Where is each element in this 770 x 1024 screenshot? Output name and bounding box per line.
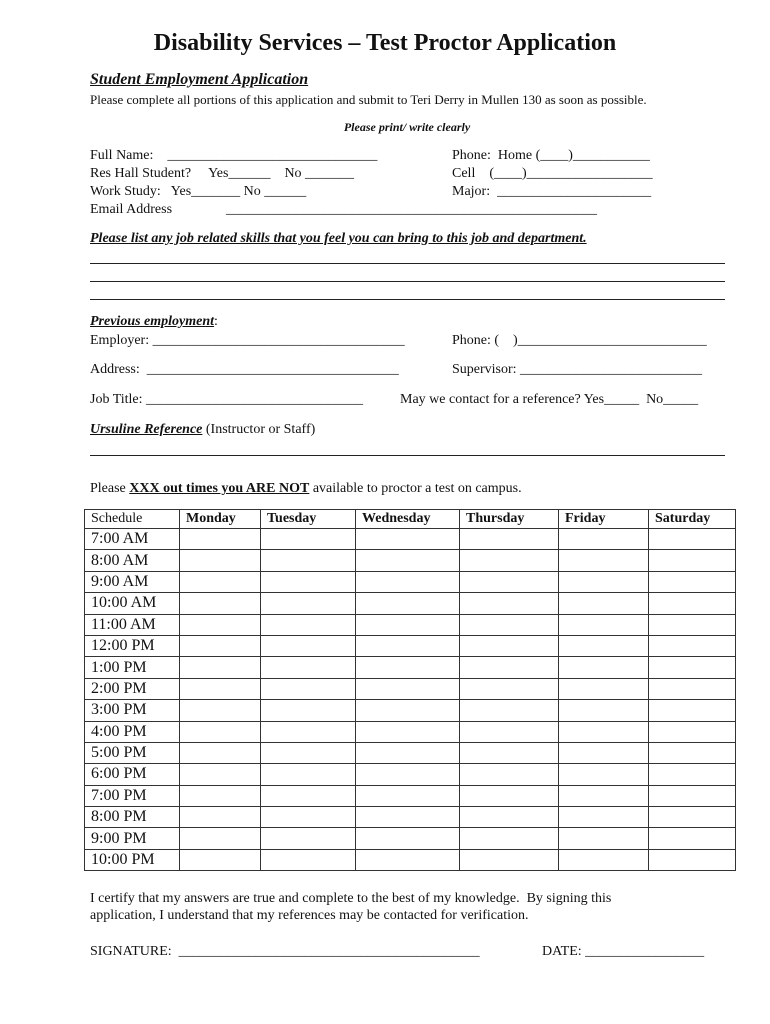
employer-phone-field[interactable]: Phone: ( )___________________________ — [452, 333, 707, 348]
availability-cell[interactable] — [649, 614, 736, 635]
availability-cell[interactable] — [649, 657, 736, 678]
job-title-field[interactable]: Job Title: _______________________________ — [90, 392, 364, 407]
availability-cell[interactable] — [559, 742, 649, 763]
email-label: Email Address — [90, 202, 173, 217]
availability-cell[interactable] — [559, 614, 649, 635]
availability-cell[interactable] — [356, 593, 460, 614]
email-field[interactable]: _____________________________________________________ — [226, 202, 597, 217]
full-name-field[interactable]: Full Name: ______________________________ — [90, 148, 378, 163]
availability-cell[interactable] — [261, 657, 356, 678]
print-note: Please print/ write clearly — [343, 120, 471, 134]
address-field[interactable]: Address: ____________________________________ — [90, 362, 399, 377]
schedule-row — [85, 678, 736, 699]
schedule-row — [85, 828, 736, 849]
availability-cell[interactable] — [180, 828, 261, 849]
availability-cell[interactable] — [180, 571, 261, 592]
time-slot-label: 10:00 PM — [85, 849, 180, 870]
availability-cell[interactable] — [261, 593, 356, 614]
availability-cell[interactable] — [460, 657, 559, 678]
availability-cell[interactable] — [180, 807, 261, 828]
availability-cell[interactable] — [559, 849, 649, 870]
availability-cell[interactable] — [559, 657, 649, 678]
subtitle: Student Employment Application — [90, 71, 309, 88]
home-phone-field[interactable]: Phone: Home (____)___________ — [452, 148, 650, 163]
time-slot-label: 7:00 PM — [85, 785, 180, 806]
availability-cell[interactable] — [649, 721, 736, 742]
date-field[interactable]: DATE: _________________ — [542, 944, 705, 959]
availability-cell[interactable] — [356, 550, 460, 571]
schedule-row — [85, 742, 736, 763]
availability-cell[interactable] — [460, 807, 559, 828]
availability-cell[interactable] — [180, 593, 261, 614]
availability-cell[interactable] — [559, 678, 649, 699]
employer-field[interactable]: Employer: ____________________________________ — [90, 333, 405, 348]
availability-cell[interactable] — [559, 529, 649, 550]
availability-cell[interactable] — [559, 571, 649, 592]
availability-cell[interactable] — [356, 657, 460, 678]
time-slot-label: 6:00 PM — [85, 764, 180, 785]
availability-cell[interactable] — [261, 764, 356, 785]
availability-cell[interactable] — [649, 742, 736, 763]
availability-cell[interactable] — [649, 678, 736, 699]
schedule-row — [85, 785, 736, 806]
contact-reference-field[interactable]: May we contact for a reference? Yes_____ No_____ — [400, 392, 699, 407]
day-header-wednesday: Wednesday — [356, 510, 460, 529]
skills-prompt: Please list any job related skills that you feel you can bring to this job and department. — [90, 231, 587, 246]
schedule-header: Schedule — [85, 510, 180, 529]
availability-cell[interactable] — [180, 550, 261, 571]
availability-cell[interactable] — [356, 678, 460, 699]
availability-cell[interactable] — [261, 550, 356, 571]
availability-cell[interactable] — [261, 614, 356, 635]
skills-line[interactable] — [90, 299, 725, 300]
availability-cell[interactable] — [649, 828, 736, 849]
schedule-row — [85, 614, 736, 635]
schedule-header-row — [85, 510, 736, 529]
schedule-row — [85, 700, 736, 721]
time-slot-label: 4:00 PM — [85, 721, 180, 742]
supervisor-field[interactable]: Supervisor: __________________________ — [452, 362, 703, 377]
availability-cell[interactable] — [261, 828, 356, 849]
availability-cell[interactable] — [559, 721, 649, 742]
major-field[interactable]: Major: ______________________ — [452, 184, 652, 199]
availability-cell[interactable] — [356, 828, 460, 849]
availability-cell[interactable] — [649, 785, 736, 806]
availability-cell[interactable] — [356, 571, 460, 592]
availability-cell[interactable] — [356, 807, 460, 828]
availability-cell[interactable] — [649, 849, 736, 870]
availability-cell[interactable] — [649, 635, 736, 656]
availability-cell[interactable] — [180, 678, 261, 699]
schedule-row — [85, 635, 736, 656]
time-slot-label: 8:00 AM — [85, 550, 180, 571]
availability-cell[interactable] — [649, 807, 736, 828]
availability-cell[interactable] — [559, 785, 649, 806]
availability-cell[interactable] — [460, 614, 559, 635]
availability-cell[interactable] — [356, 742, 460, 763]
availability-cell[interactable] — [180, 764, 261, 785]
time-slot-label: 10:00 AM — [85, 593, 180, 614]
schedule-row — [85, 657, 736, 678]
availability-cell[interactable] — [261, 742, 356, 763]
cell-phone-field[interactable]: Cell (____)__________________ — [452, 166, 653, 181]
availability-cell[interactable] — [356, 529, 460, 550]
availability-instruction: Please XXX out times you ARE NOT available to proctor a test on campus. — [90, 481, 522, 496]
time-slot-label: 9:00 PM — [85, 828, 180, 849]
availability-cell[interactable] — [261, 721, 356, 742]
certify-text-line1: I certify that my answers are true and complete to the best of my knowledge. By signing this — [90, 891, 612, 906]
day-header-friday: Friday — [559, 510, 649, 529]
availability-cell[interactable] — [180, 529, 261, 550]
availability-cell[interactable] — [460, 721, 559, 742]
availability-cell[interactable] — [261, 635, 356, 656]
schedule-row — [85, 764, 736, 785]
availability-cell[interactable] — [356, 785, 460, 806]
availability-cell[interactable] — [261, 807, 356, 828]
availability-cell[interactable] — [356, 764, 460, 785]
availability-cell[interactable] — [460, 742, 559, 763]
availability-cell[interactable] — [460, 700, 559, 721]
availability-cell[interactable] — [180, 742, 261, 763]
availability-cell[interactable] — [180, 614, 261, 635]
day-header-monday: Monday — [180, 510, 261, 529]
availability-cell[interactable] — [559, 593, 649, 614]
instructions: Please complete all portions of this application and submit to Teri Derry in Mullen 130 as soon as possible. — [90, 92, 647, 107]
work-study-field[interactable]: Work Study: Yes_______ No ______ — [90, 184, 307, 199]
certify-text-line2: application, I understand that my references may be contacted for verification. — [90, 908, 529, 923]
time-slot-label: 5:00 PM — [85, 742, 180, 763]
reference-line[interactable] — [90, 455, 725, 456]
availability-cell[interactable] — [180, 785, 261, 806]
availability-cell[interactable] — [460, 849, 559, 870]
availability-cell[interactable] — [356, 614, 460, 635]
availability-cell[interactable] — [649, 700, 736, 721]
availability-cell[interactable] — [460, 828, 559, 849]
time-slot-label: 11:00 AM — [85, 614, 180, 635]
time-slot-label: 8:00 PM — [85, 807, 180, 828]
skills-line[interactable] — [90, 281, 725, 282]
schedule-row — [85, 807, 736, 828]
schedule-row — [85, 529, 736, 550]
time-slot-label: 1:00 PM — [85, 657, 180, 678]
availability-cell[interactable] — [180, 700, 261, 721]
schedule-table — [84, 509, 736, 871]
res-hall-field[interactable]: Res Hall Student? Yes______ No _______ — [90, 166, 355, 181]
availability-cell[interactable] — [649, 550, 736, 571]
availability-cell[interactable] — [460, 635, 559, 656]
availability-cell[interactable] — [180, 635, 261, 656]
skills-line[interactable] — [90, 263, 725, 264]
availability-cell[interactable] — [649, 764, 736, 785]
availability-cell[interactable] — [180, 657, 261, 678]
time-slot-label: 7:00 AM — [85, 529, 180, 550]
availability-cell[interactable] — [559, 807, 649, 828]
signature-field[interactable]: SIGNATURE: ___________________________________________ — [90, 944, 480, 959]
time-slot-label: 3:00 PM — [85, 700, 180, 721]
time-slot-label: 2:00 PM — [85, 678, 180, 699]
availability-cell[interactable] — [261, 785, 356, 806]
availability-cell[interactable] — [261, 849, 356, 870]
availability-cell[interactable] — [559, 700, 649, 721]
page-title: Disability Services – Test Proctor Application — [153, 30, 617, 56]
schedule-row — [85, 721, 736, 742]
reference-heading: Ursuline Reference (Instructor or Staff) — [90, 422, 316, 437]
day-header-tuesday: Tuesday — [261, 510, 356, 529]
availability-cell[interactable] — [460, 550, 559, 571]
availability-cell[interactable] — [261, 678, 356, 699]
previous-employment-heading: Previous employment: — [90, 314, 218, 329]
availability-cell[interactable] — [261, 700, 356, 721]
availability-cell[interactable] — [460, 593, 559, 614]
time-slot-label: 9:00 AM — [85, 571, 180, 592]
availability-cell[interactable] — [356, 849, 460, 870]
availability-cell[interactable] — [180, 849, 261, 870]
availability-cell[interactable] — [559, 764, 649, 785]
availability-cell[interactable] — [460, 678, 559, 699]
availability-cell[interactable] — [261, 529, 356, 550]
availability-cell[interactable] — [356, 700, 460, 721]
schedule-row — [85, 571, 736, 592]
availability-cell[interactable] — [356, 721, 460, 742]
schedule-row — [85, 849, 736, 870]
schedule-row — [85, 593, 736, 614]
time-slot-label: 12:00 PM — [85, 635, 180, 656]
availability-cell[interactable] — [356, 635, 460, 656]
availability-cell[interactable] — [180, 721, 261, 742]
availability-cell[interactable] — [460, 529, 559, 550]
availability-cell[interactable] — [649, 571, 736, 592]
availability-cell[interactable] — [649, 529, 736, 550]
availability-cell[interactable] — [261, 571, 356, 592]
availability-cell[interactable] — [559, 828, 649, 849]
availability-cell[interactable] — [559, 635, 649, 656]
availability-cell[interactable] — [460, 571, 559, 592]
availability-cell[interactable] — [559, 550, 649, 571]
availability-cell[interactable] — [649, 593, 736, 614]
day-header-saturday: Saturday — [649, 510, 736, 529]
availability-cell[interactable] — [460, 764, 559, 785]
availability-cell[interactable] — [460, 785, 559, 806]
schedule-row — [85, 550, 736, 571]
day-header-thursday: Thursday — [460, 510, 559, 529]
